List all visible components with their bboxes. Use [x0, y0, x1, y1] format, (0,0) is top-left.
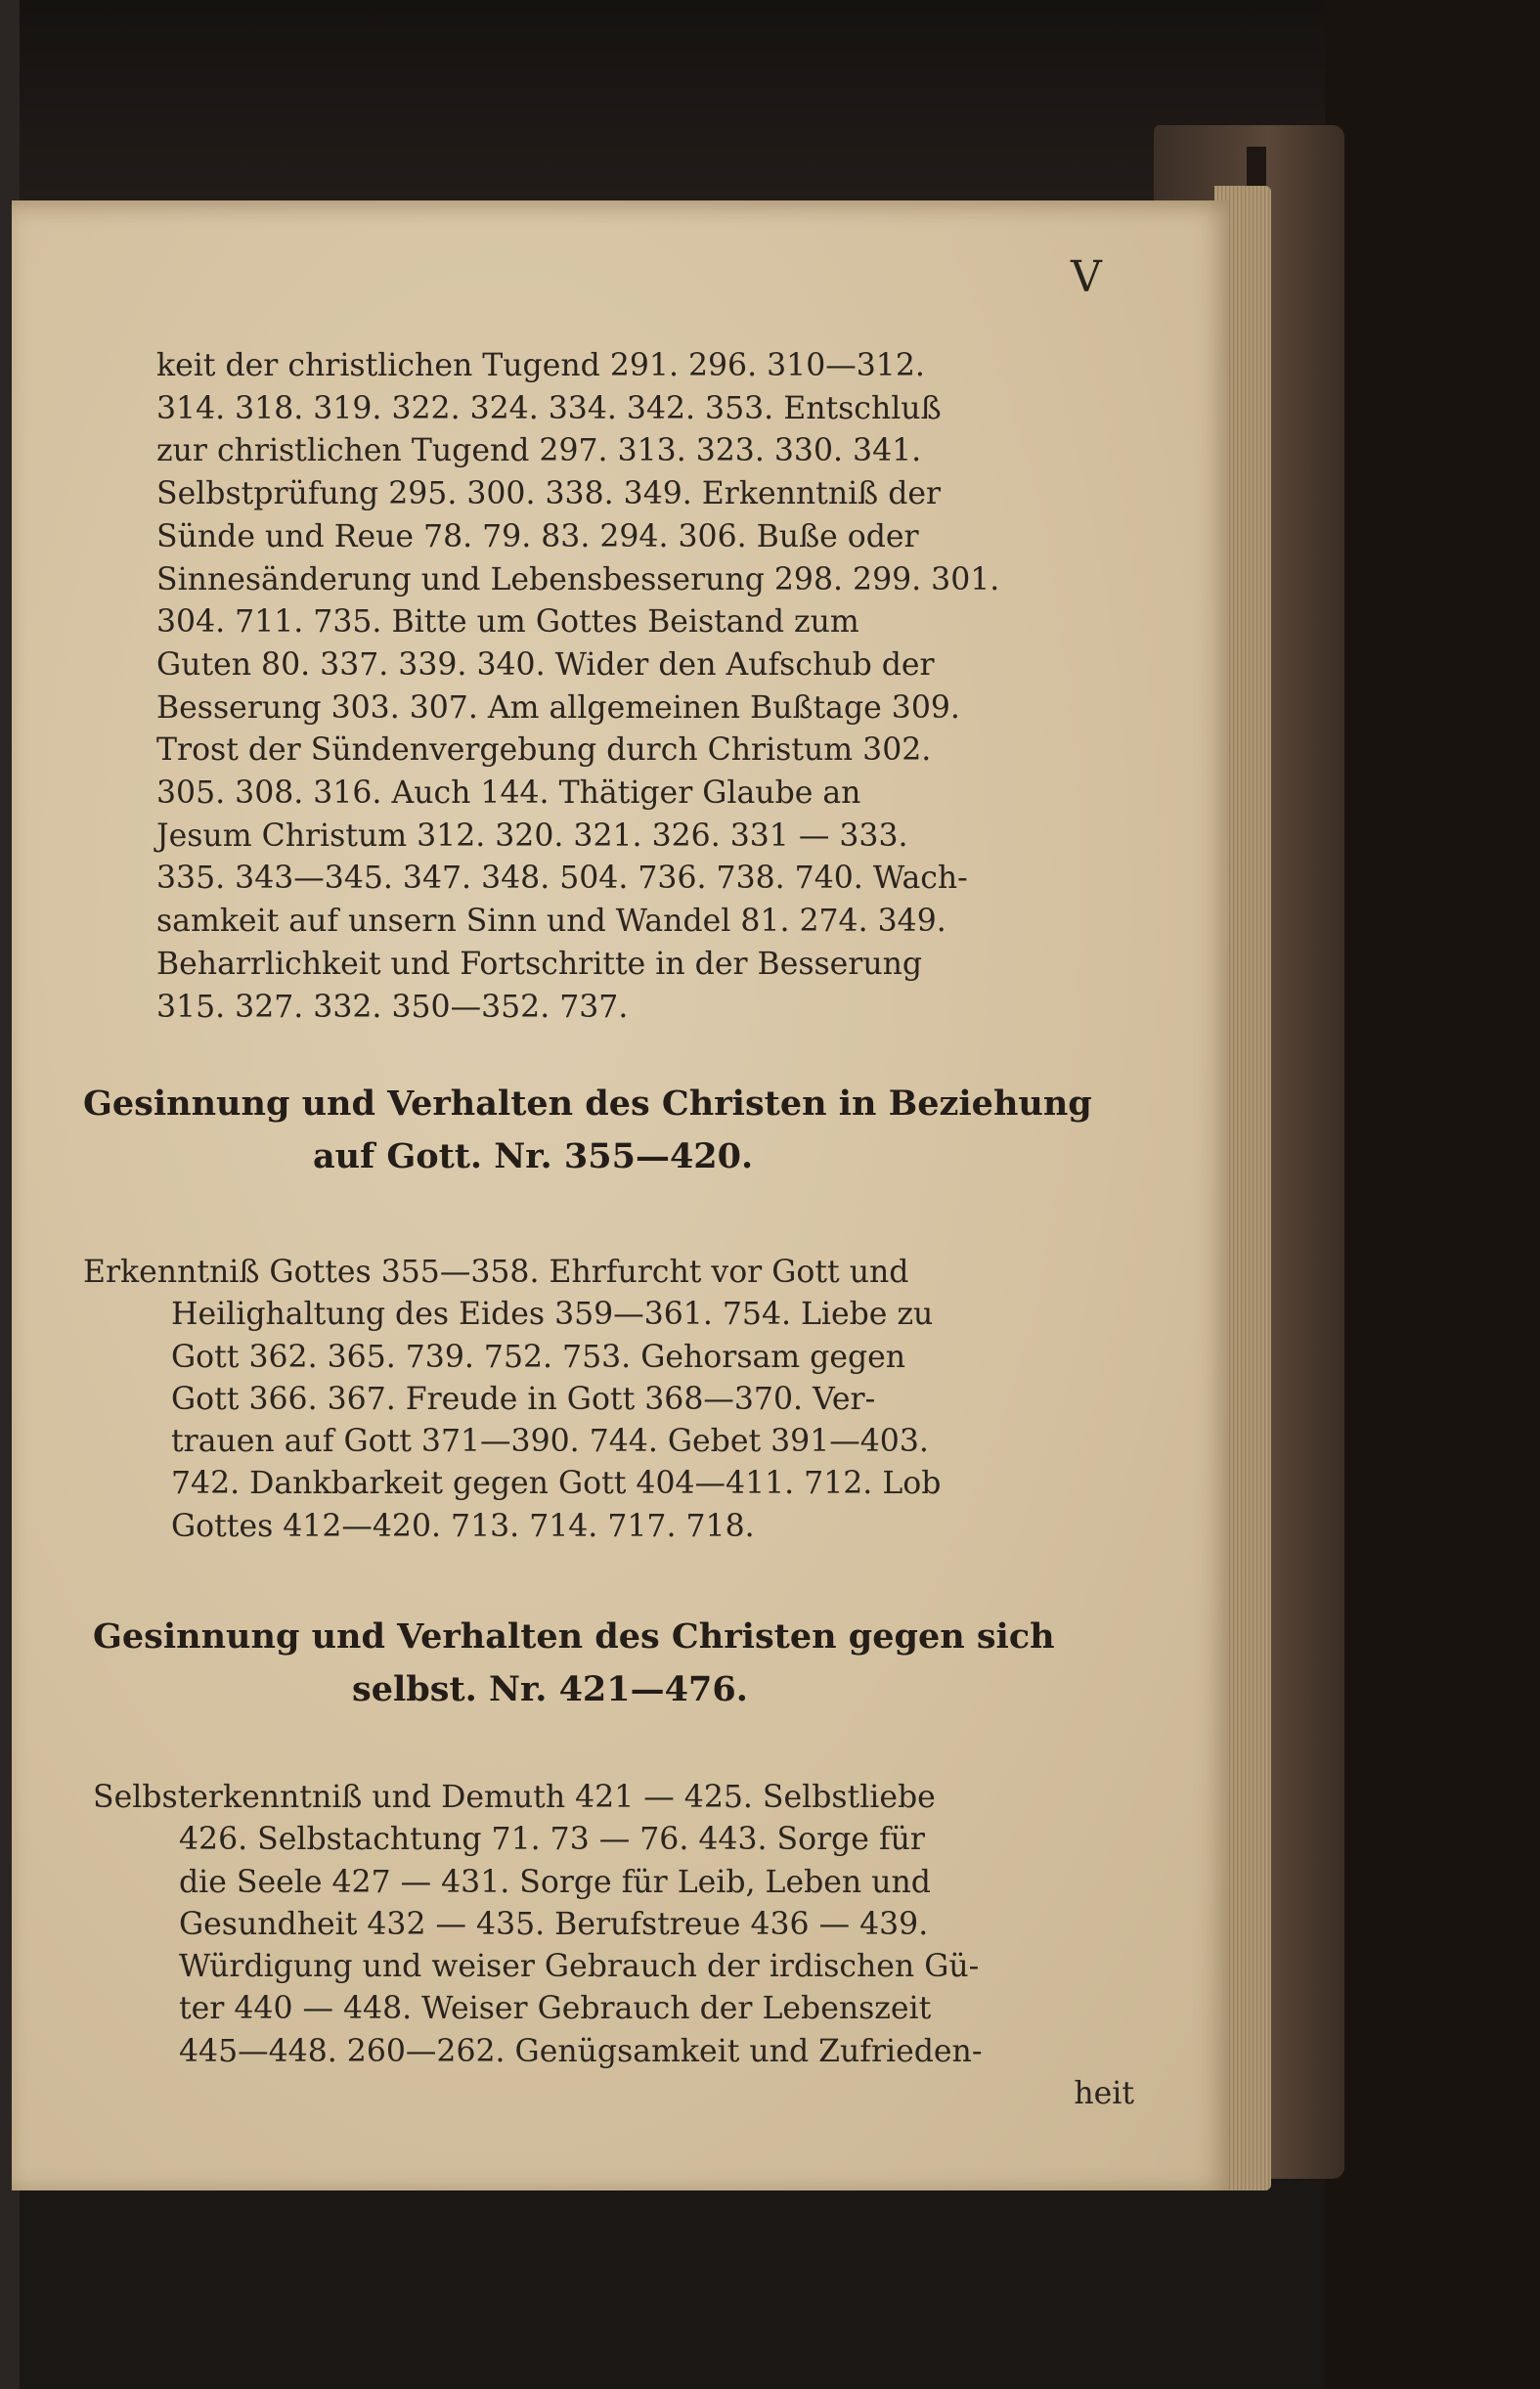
background-right	[1325, 0, 1540, 2389]
section-heading-self	[93, 1611, 1149, 1716]
text-line: Selbstprüfung 295. 300. 338. 349. Erkenntniß der	[156, 476, 942, 512]
text-line: Gott 362. 365. 739. 752. 753. Gehorsam gegen	[171, 1339, 906, 1375]
text-line: keit der christlichen Tugend 291. 296. 310—312.	[156, 348, 925, 383]
section-god-paragraph	[83, 1252, 1124, 1548]
heading-line: auf Gott. Nr. 355—420.	[313, 1136, 754, 1176]
text-line: trauen auf Gott 371—390. 744. Gebet 391—403.	[171, 1424, 929, 1460]
text-line: 314. 318. 319. 322. 324. 334. 342. 353. Entschluß	[156, 390, 942, 426]
text-line: samkeit auf unsern Sinn und Wandel 81. 274. 349.	[156, 904, 946, 940]
text-line: 426. Selbstachtung 71. 73 — 76. 443. Sorge für	[179, 1822, 925, 1858]
text-line: Trost der Sündenvergebung durch Christum 302.	[156, 732, 932, 769]
text-line: 315. 327. 332. 350—352. 737.	[156, 989, 629, 1025]
heading-line: selbst. Nr. 421—476.	[352, 1669, 748, 1709]
heading-line: Gesinnung und Verhalten des Christen gegen sich	[93, 1616, 1055, 1657]
text-line: zur christlichen Tugend 297. 313. 323. 330. 341.	[156, 433, 922, 469]
paragraph-lines	[156, 345, 1120, 1029]
text-line: Erkenntniß Gottes 355—358. Ehrfurcht vor Gott und	[83, 1255, 909, 1290]
section-virtue-paragraph	[156, 345, 1120, 1029]
text-line: Sünde und Reue 78. 79. 83. 294. 306. Buße oder	[156, 518, 919, 554]
text-line: Jesum Christum 312. 320. 321. 326. 331 — 333.	[156, 818, 908, 854]
text-line: die Seele 427 — 431. Sorge für Leib, Leben und	[179, 1864, 931, 1900]
text-line: Gesundheit 432 — 435. Berufstreue 436 — 439.	[179, 1906, 929, 1942]
text-line: Besserung 303. 307. Am allgemeinen Bußtage 309.	[156, 689, 960, 726]
text-line: Heilighaltung des Eides 359—361. 754. Liebe zu	[171, 1297, 934, 1333]
page-number: V	[1071, 252, 1102, 302]
text-line: 305. 308. 316. Auch 144. Thätiger Glaube an	[156, 775, 861, 812]
text-line: Gottes 412—420. 713. 714. 717. 718.	[171, 1508, 755, 1544]
text-line: 335. 343—345. 347. 348. 504. 736. 738. 740. Wach-	[156, 861, 968, 897]
text-line: ter 440 — 448. Weiser Gebrauch der Lebenszeit	[179, 1991, 932, 2027]
text-line: 742. Dankbarkeit gegen Gott 404—411. 712. Lob	[171, 1466, 942, 1502]
text-line: Gott 366. 367. Freude in Gott 368—370. Ver-	[171, 1381, 876, 1417]
text-line: Selbsterkenntniß und Demuth 421 — 425. Selbstliebe	[93, 1780, 936, 1815]
text-line: 445—448. 260—262. Genügsamkeit und Zufrieden-	[179, 2033, 983, 2069]
section-self-paragraph	[93, 1777, 1134, 2115]
text-line: Würdigung und weiser Gebrauch der irdischen Gü-	[179, 1949, 980, 1985]
section-heading-god	[83, 1078, 1139, 1183]
text-line: Sinnesänderung und Lebensbesserung 298. 299. 301.	[156, 561, 1000, 597]
text-line: 304. 711. 735. Bitte um Gottes Beistand zum	[156, 604, 859, 641]
text-line: heit	[1074, 2076, 1134, 2112]
text-line: Guten 80. 337. 339. 340. Wider den Aufschub der	[156, 646, 935, 683]
heading-line: Gesinnung und Verhalten des Christen in Beziehung	[83, 1084, 1092, 1124]
text-line: Beharrlichkeit und Fortschritte in der Besserung	[156, 946, 923, 982]
